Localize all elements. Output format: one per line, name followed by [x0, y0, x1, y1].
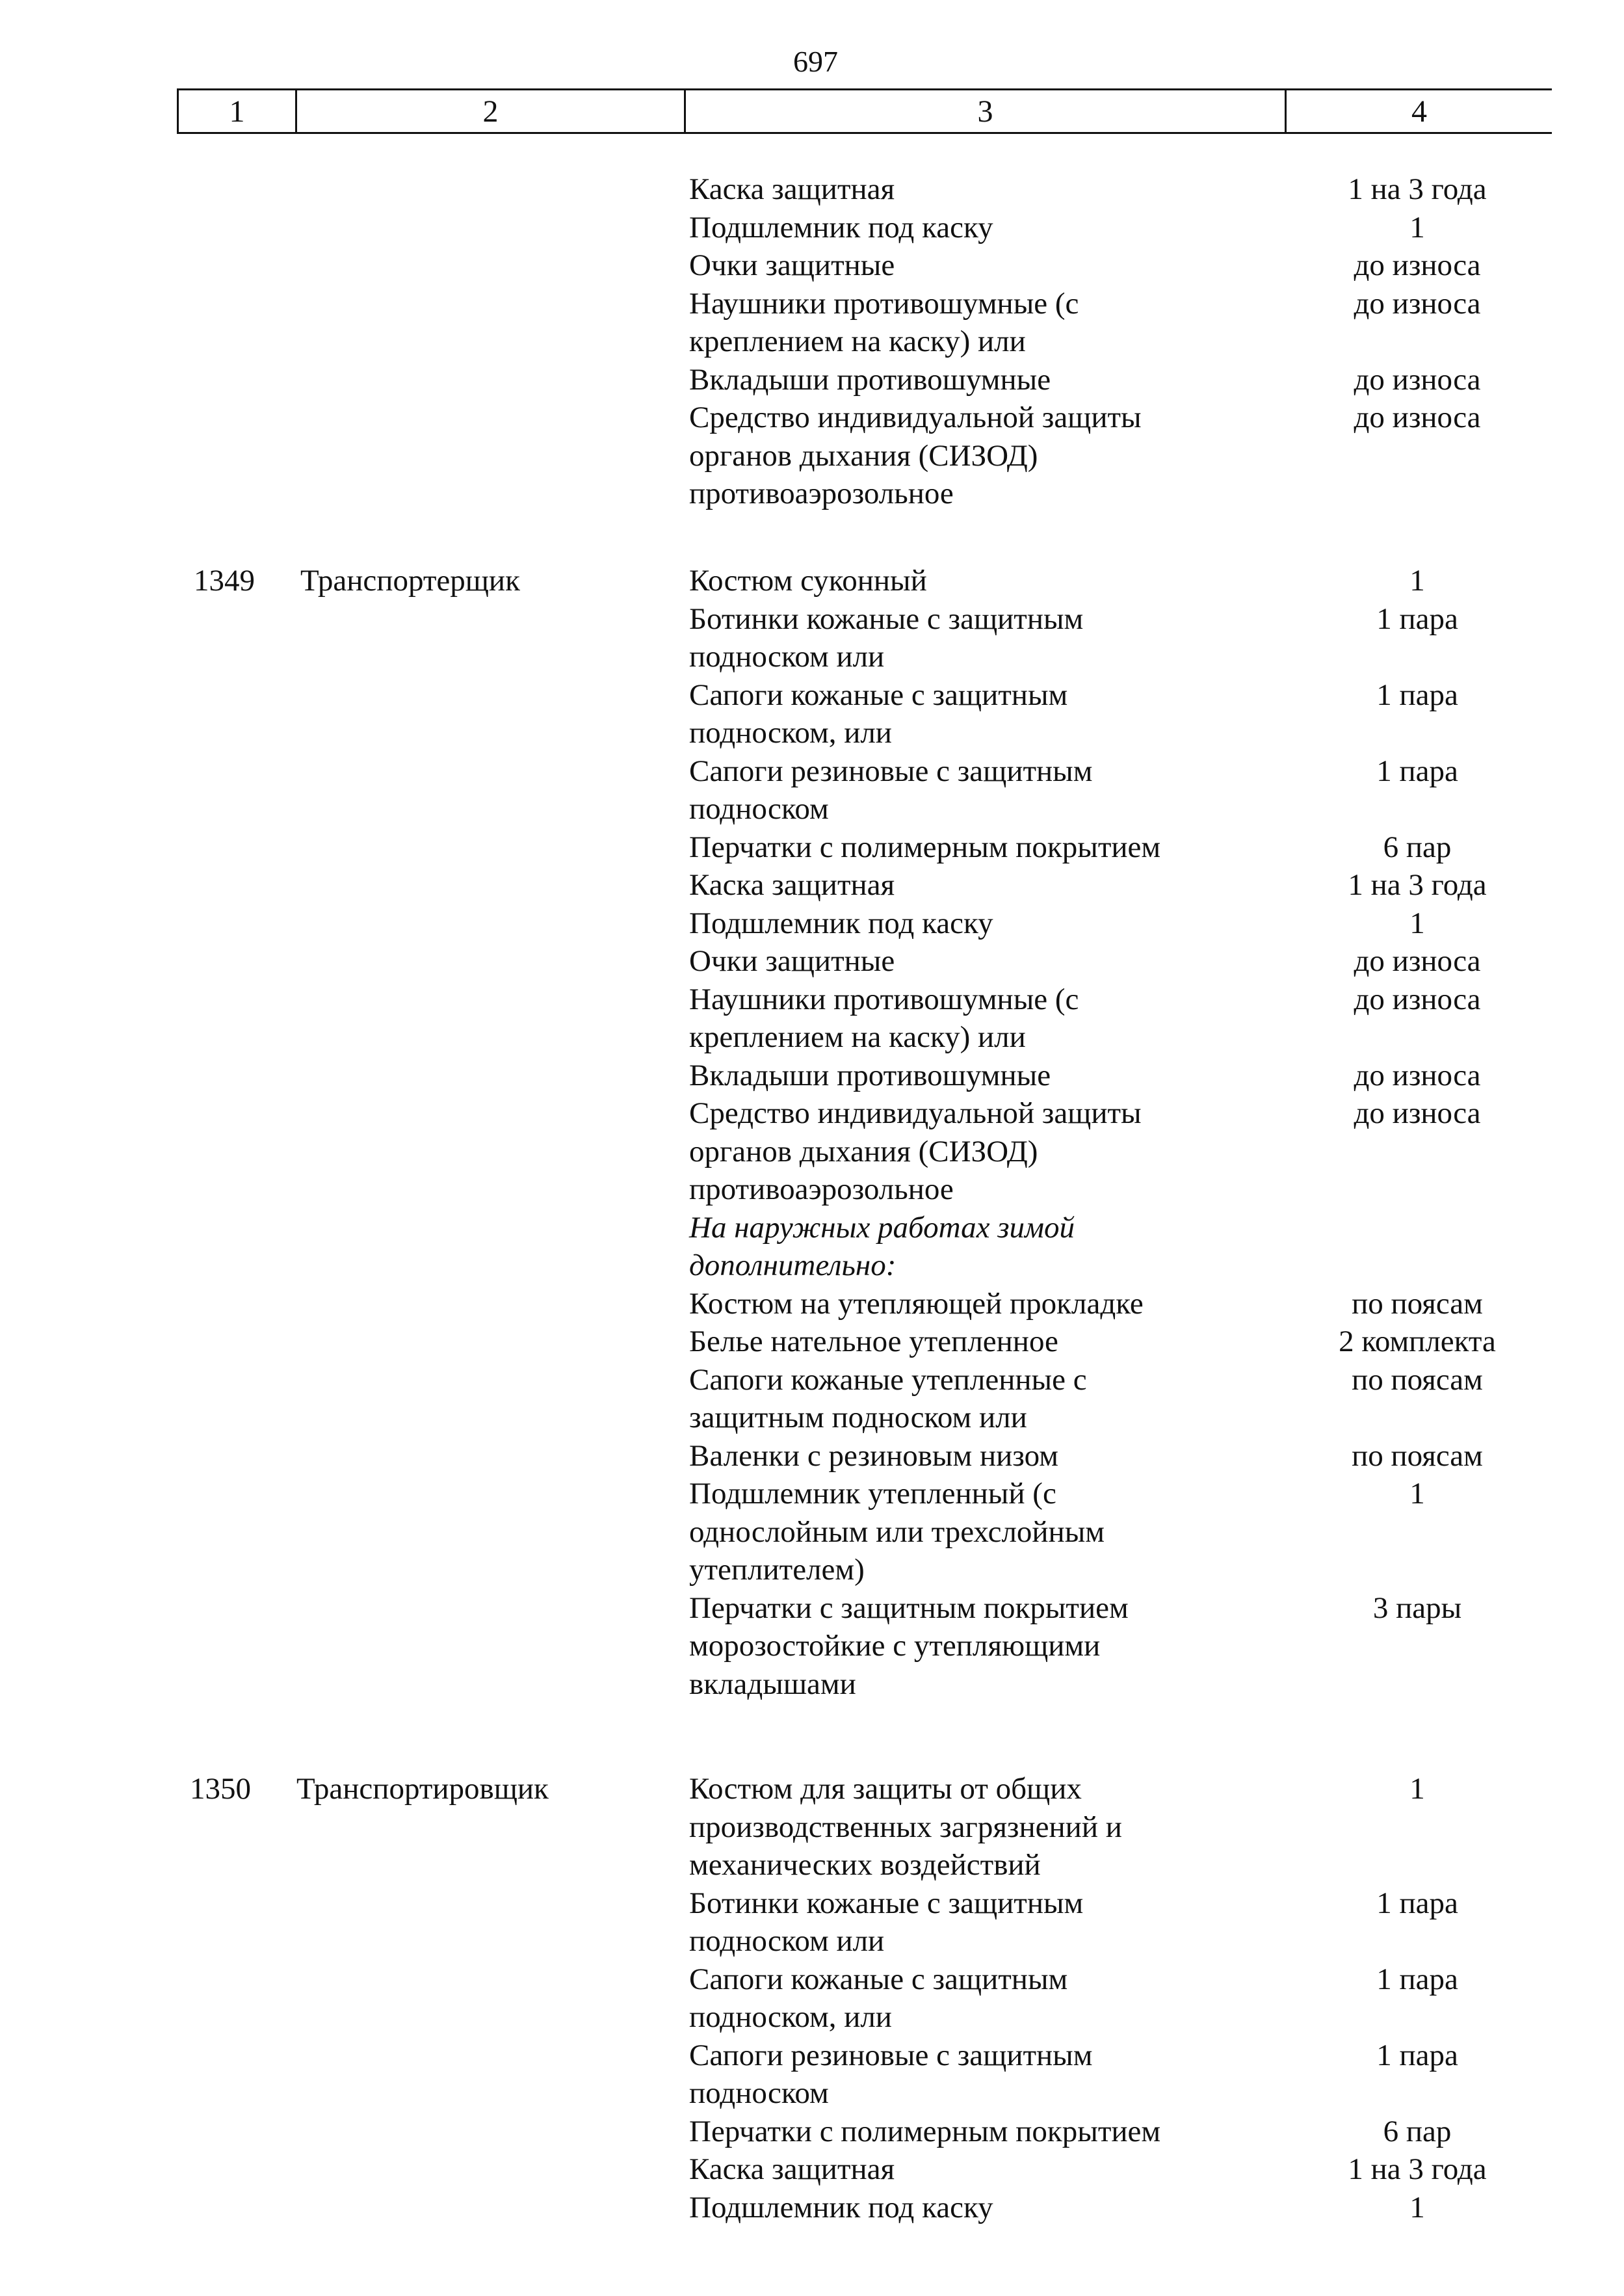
item-row: [689, 170, 1599, 209]
item-row: [689, 942, 1599, 981]
item-name: Наушники противошумные (с креплением на каску) или: [689, 982, 1079, 1054]
item-name: Перчатки с защитным покрытием морозостойкие с утепляющими вкладышами: [689, 1590, 1129, 1701]
item-row: [689, 2037, 1599, 2113]
item-row: [689, 676, 1599, 752]
item-quantity: по поясам: [1352, 1362, 1483, 1397]
item-name: Сапоги резиновые с защитным подноском: [689, 2038, 1093, 2110]
item-quantity: 6 пар: [1383, 2114, 1452, 2148]
item-row: [689, 600, 1599, 676]
column-header-row: [177, 88, 1552, 134]
item-row: [689, 1589, 1599, 1704]
item-row: [689, 246, 1599, 285]
item-name: Ботинки кожаные с защитным подноском или: [689, 1886, 1084, 1958]
item-row: [689, 1475, 1599, 1589]
item-quantity: 1 на 3 года: [1348, 2152, 1487, 2186]
column-header-2: 2: [297, 90, 686, 132]
item-quantity: до износа: [1354, 362, 1481, 397]
item-name: Подшлемник утепленный (с однослойным или трехслойным утеплителем): [689, 1477, 1105, 1587]
item-quantity: 1: [1409, 210, 1425, 244]
item-name: Средство индивидуальной защиты органов дыхания (СИЗОД) противоаэрозольное: [689, 401, 1142, 510]
item-name: Сапоги кожаные утепленные с защитным подноском или: [689, 1362, 1087, 1434]
item-name: Белье нательное утепленное: [689, 1325, 1058, 1358]
item-quantity: до износа: [1354, 286, 1481, 321]
item-row: [689, 752, 1599, 828]
item-name: Наушники противошумные (с креплением на каску) или: [689, 286, 1079, 358]
item-row: [689, 2113, 1599, 2151]
item-quantity: по поясам: [1352, 1438, 1483, 1473]
item-quantity: 6 пар: [1383, 830, 1452, 864]
item-quantity: 1: [1409, 564, 1425, 598]
entry-item-list: [689, 1770, 1487, 2226]
item-quantity: 1 пара: [1376, 2038, 1458, 2072]
item-row: [689, 562, 1599, 600]
item-name: Каска защитная: [689, 2152, 895, 2186]
item-name: Сапоги кожаные с защитным подноском, или: [689, 678, 1068, 750]
item-quantity: до износа: [1354, 1058, 1481, 1092]
item-name: Сапоги кожаные с защитным подноском, или: [689, 1962, 1068, 2034]
item-quantity: до износа: [1354, 1096, 1481, 1130]
item-quantity: до износа: [1354, 401, 1481, 434]
item-quantity: 1 пара: [1376, 754, 1458, 788]
entry-number: 1349: [194, 564, 255, 598]
item-row: [689, 285, 1599, 361]
item-row: [689, 399, 1599, 513]
item-name: Подшлемник под каску: [689, 906, 993, 940]
item-row: [689, 981, 1599, 1057]
item-quantity: 3 пары: [1372, 1590, 1462, 1625]
item-quantity: 1: [1409, 1477, 1425, 1511]
item-name: Очки защитные: [689, 248, 895, 282]
item-name: Ботинки кожаные с защитным подноском или: [689, 601, 1084, 674]
item-name: Костюм на утепляющей прокладке: [689, 1286, 1144, 1321]
item-quantity: до износа: [1354, 248, 1481, 282]
item-quantity: 1: [1409, 1772, 1425, 1806]
item-row: [689, 1285, 1599, 1323]
item-quantity: 1 пара: [1376, 1886, 1458, 1920]
item-name: Перчатки с полимерным покрытием: [689, 2114, 1161, 2148]
page-number: 697: [793, 45, 838, 78]
item-name: Вкладыши противошумные: [689, 362, 1051, 397]
entry-number: 1350: [190, 1772, 251, 1806]
item-row: [689, 1094, 1599, 1209]
continuation-item-list: [689, 170, 1487, 513]
item-name: Валенки с резиновым низом: [689, 1438, 1058, 1473]
entry-profession: Транспортировщик: [296, 1772, 549, 1806]
item-row: [689, 361, 1599, 399]
item-row: [689, 1960, 1599, 2037]
entry-item-list: [689, 562, 1496, 1703]
item-name: Средство индивидуальной защиты органов дыхания (СИЗОД) противоаэрозольное: [689, 1096, 1142, 1206]
entry-profession: Транспортерщик: [300, 564, 520, 598]
item-name: Вкладыши противошумные: [689, 1058, 1051, 1092]
item-row: [689, 209, 1599, 247]
item-name: Костюм для защиты от общих производственных загрязнений и механических воздействий: [689, 1772, 1122, 1882]
column-header-1: 1: [179, 90, 297, 132]
item-quantity: 1 пара: [1376, 1962, 1458, 1996]
item-name: Подшлемник под каску: [689, 210, 993, 244]
item-row: [689, 1323, 1599, 1361]
item-name: Подшлемник под каску: [689, 2190, 993, 2224]
column-header-3: 3: [686, 90, 1287, 132]
item-quantity: до износа: [1354, 982, 1481, 1016]
item-row: [689, 866, 1599, 904]
item-row: [689, 2189, 1599, 2227]
item-name: На наружных работах зимой дополнительно:: [689, 1210, 1075, 1282]
item-name: Сапоги резиновые с защитным подноском: [689, 754, 1093, 826]
item-quantity: по поясам: [1352, 1286, 1483, 1321]
item-row: [689, 828, 1599, 867]
item-row: [689, 2150, 1599, 2189]
item-quantity: до износа: [1354, 944, 1481, 978]
item-row: [689, 1884, 1599, 1960]
item-quantity: 1 пара: [1376, 601, 1458, 636]
item-row: [689, 1437, 1599, 1475]
item-row: [689, 904, 1599, 943]
item-name: Костюм суконный: [689, 564, 927, 598]
item-name: Очки защитные: [689, 944, 895, 978]
item-row: [689, 1361, 1599, 1437]
item-name: Перчатки с полимерным покрытием: [689, 830, 1161, 864]
item-row: [689, 1209, 1599, 1285]
item-quantity: 1: [1409, 2190, 1425, 2224]
column-header-4: 4: [1411, 94, 1427, 129]
item-quantity: 1 на 3 года: [1348, 868, 1487, 902]
item-quantity: 2 комплекта: [1339, 1325, 1496, 1358]
item-row: [689, 1057, 1599, 1095]
item-row: [689, 1770, 1599, 1884]
item-quantity: 1 на 3 года: [1348, 172, 1487, 206]
item-quantity: 1 пара: [1376, 678, 1458, 712]
item-name: Каска защитная: [689, 868, 895, 902]
item-quantity: 1: [1409, 906, 1425, 940]
item-name: Каска защитная: [689, 172, 895, 206]
